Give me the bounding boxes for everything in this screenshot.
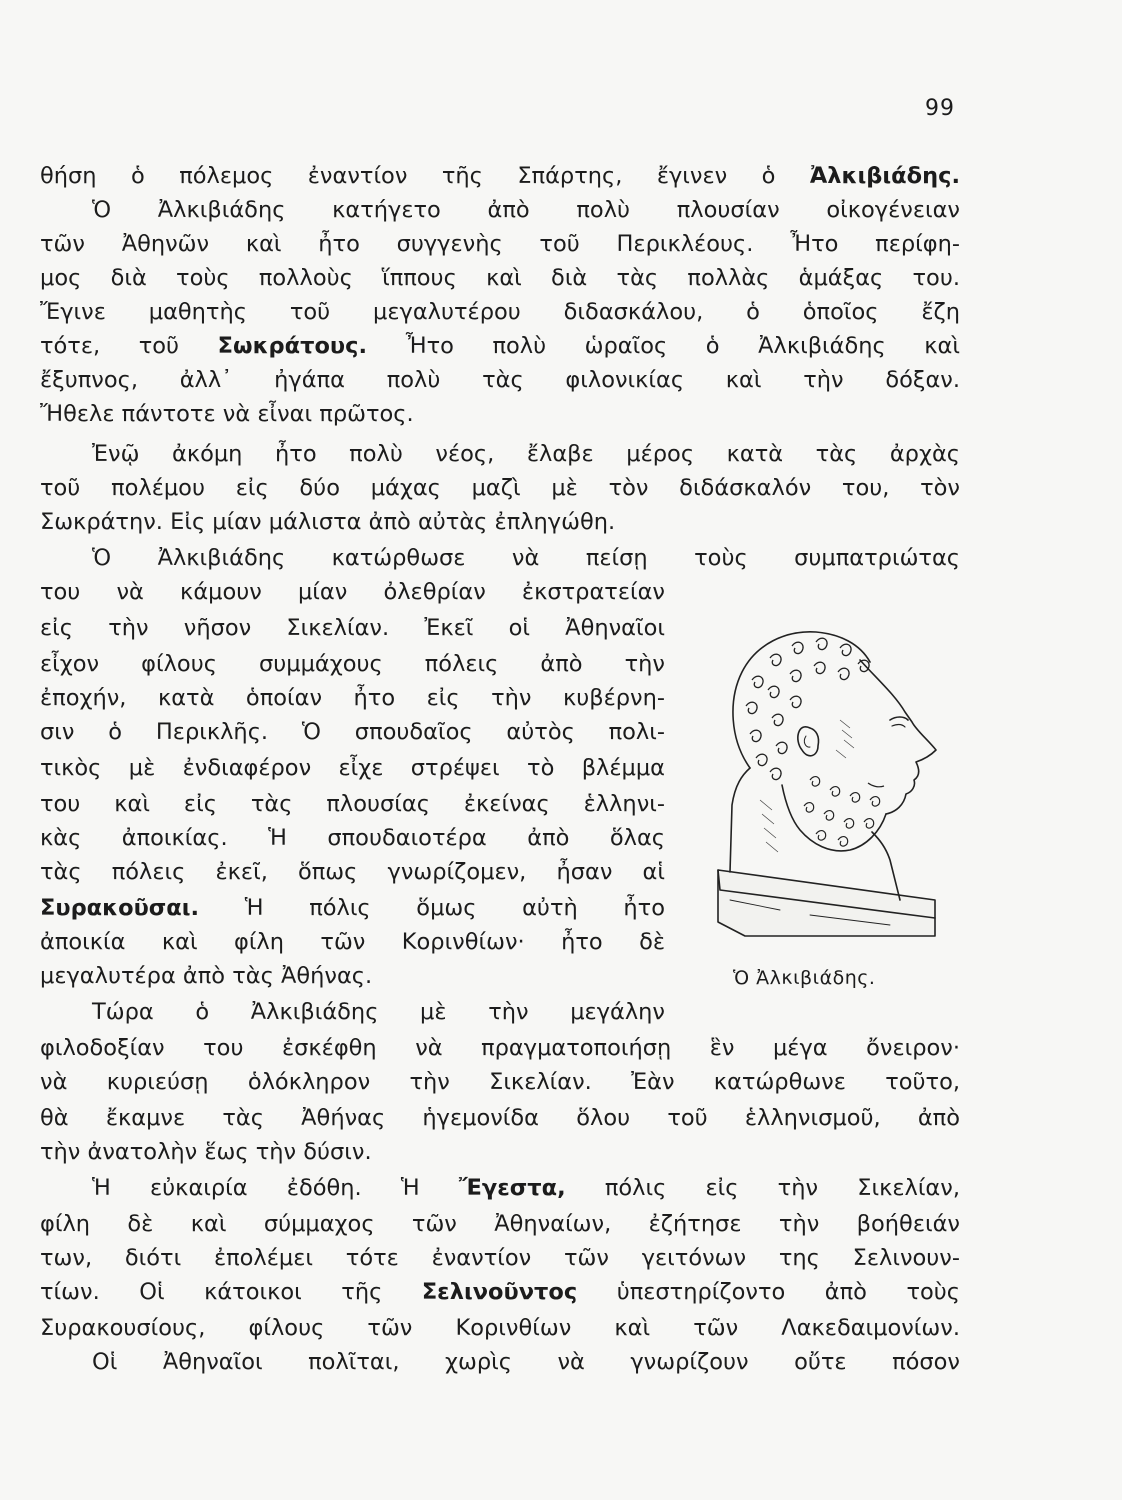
text-line: Συρακουσίους, φίλους τῶν Κορινθίων καὶ τῶν Λακεδαιμονίων. <box>40 1315 960 1341</box>
text-line: Ὁ Ἀλκιβιάδης κατώρθωσε νὰ πείσῃ τοὺς συμπατριώτας <box>92 545 960 571</box>
text-line: Ἤθελε πάντοτε νὰ εἶναι πρῶτος. <box>40 401 414 427</box>
text-line: Ἔγινε μαθητὴς τοῦ μεγαλυτέρου διδασκάλου, ὁ ὁποῖος ἔζη <box>40 299 960 325</box>
text-line: τίων. Οἱ κάτοικοι τῆς Σελινοῦντος ὑπεστηρίζοντο ἀπὸ τοὺς <box>40 1279 960 1305</box>
text-line: του νὰ κάμουν μίαν ὀλεθρίαν ἐκστρατείαν <box>40 579 665 605</box>
text-line: Συρακοῦσαι. Ἡ πόλις ὅμως αὐτὴ ἦτο <box>40 895 665 921</box>
text-line: τὰς πόλεις ἐκεῖ, ὅπως γνωρίζομεν, ἦσαν αἱ <box>40 859 665 885</box>
text-line: Ἐνῷ ἀκόμη ἦτο πολὺ νέος, ἔλαβε μέρος κατὰ τὰς ἀρχὰς <box>92 441 960 467</box>
text-line: τὴν ἀνατολὴν ἕως τὴν δύσιν. <box>40 1139 372 1165</box>
text-line: νὰ κυριεύσῃ ὁλόκληρον τὴν Σικελίαν. Ἐὰν κατώρθωνε τοῦτο, <box>40 1069 960 1095</box>
text-line: τῶν Ἀθηνῶν καὶ ἦτο συγγενὴς τοῦ Περικλέους. Ἦτο περίφη- <box>40 231 960 257</box>
text-line: Οἱ Ἀθηναῖοι πολῖται, χωρὶς νὰ γνωρίζουν οὔτε πόσον <box>92 1349 960 1375</box>
text-line: εἶχον φίλους συμμάχους πόλεις ἀπὸ τὴν <box>40 651 665 677</box>
text-line: Σωκράτην. Εἰς μίαν μάλιστα ἀπὸ αὐτὰς ἐπληγώθη. <box>40 509 616 535</box>
text-line: Ἡ εὐκαιρία ἐδόθη. Ἡ Ἔγεστα, πόλις εἰς τὴν Σικελίαν, <box>92 1175 960 1201</box>
text-line: θὰ ἔκαμνε τὰς Ἀθήνας ἡγεμονίδα ὅλου τοῦ ἑλληνισμοῦ, ἀπὸ <box>40 1105 960 1131</box>
text-line: Ὁ Ἀλκιβιάδης κατήγετο ἀπὸ πολὺ πλουσίαν οἰκογένειαν <box>92 197 960 223</box>
alcibiades-bust-illustration <box>690 600 960 950</box>
text-line: μεγαλυτέρα ἀπὸ τὰς Ἀθήνας. <box>40 963 373 989</box>
text-line: μος διὰ τοὺς πολλοὺς ἵππους καὶ διὰ τὰς πολλὰς ἁμάξας του. <box>40 265 960 291</box>
text-line: των, διότι ἐπολέμει τότε ἐναντίον τῶν γειτόνων της Σελινουν- <box>40 1245 960 1271</box>
figure-caption: Ὁ Ἀλκιβιάδης. <box>733 967 876 989</box>
text-line: του καὶ εἰς τὰς πλουσίας ἐκείνας ἑλληνι- <box>40 791 665 817</box>
text-line: σιν ὁ Περικλῆς. Ὁ σπουδαῖος αὐτὸς πολι- <box>40 719 665 745</box>
text-line: ἀποικία καὶ φίλη τῶν Κορινθίων· ἦτο δὲ <box>40 929 665 955</box>
text-line: ἐποχήν, κατὰ ὁποίαν ἦτο εἰς τὴν κυβέρνη- <box>40 685 665 711</box>
text-line: φίλη δὲ καὶ σύμμαχος τῶν Ἀθηναίων, ἐζήτησε τὴν βοήθειάν <box>40 1211 960 1237</box>
text-line: εἰς τὴν νῆσον Σικελίαν. Ἐκεῖ οἱ Ἀθηναῖοι <box>40 615 665 641</box>
text-line: τότε, τοῦ Σωκράτους. Ἦτο πολὺ ὡραῖος ὁ Ἀλκιβιάδης καὶ <box>40 333 960 359</box>
text-line: τικὸς μὲ ἐνδιαφέρον εἶχε στρέψει τὸ βλέμμα <box>40 755 665 781</box>
text-line: φιλοδοξίαν του ἐσκέφθη νὰ πραγματοποιήσῃ ἓν μέγα ὄνειρον· <box>40 1035 960 1061</box>
text-line: Τώρα ὁ Ἀλκιβιάδης μὲ τὴν μεγάλην <box>92 999 665 1025</box>
page-number: 99 <box>925 96 955 121</box>
text-line: τοῦ πολέμου εἰς δύο μάχας μαζὶ μὲ τὸν διδάσκαλόν του, τὸν <box>40 475 960 501</box>
text-line: ἔξυπνος, ἀλλ᾿ ἠγάπα πολὺ τὰς φιλονικίας καὶ τὴν δόξαν. <box>40 367 960 393</box>
text-line: θήση ὁ πόλεμος ἐναντίον τῆς Σπάρτης, ἔγινεν ὁ Ἀλκιβιάδης. <box>40 163 960 189</box>
text-line: κὰς ἀποικίας. Ἡ σπουδαιοτέρα ἀπὸ ὅλας <box>40 825 665 851</box>
